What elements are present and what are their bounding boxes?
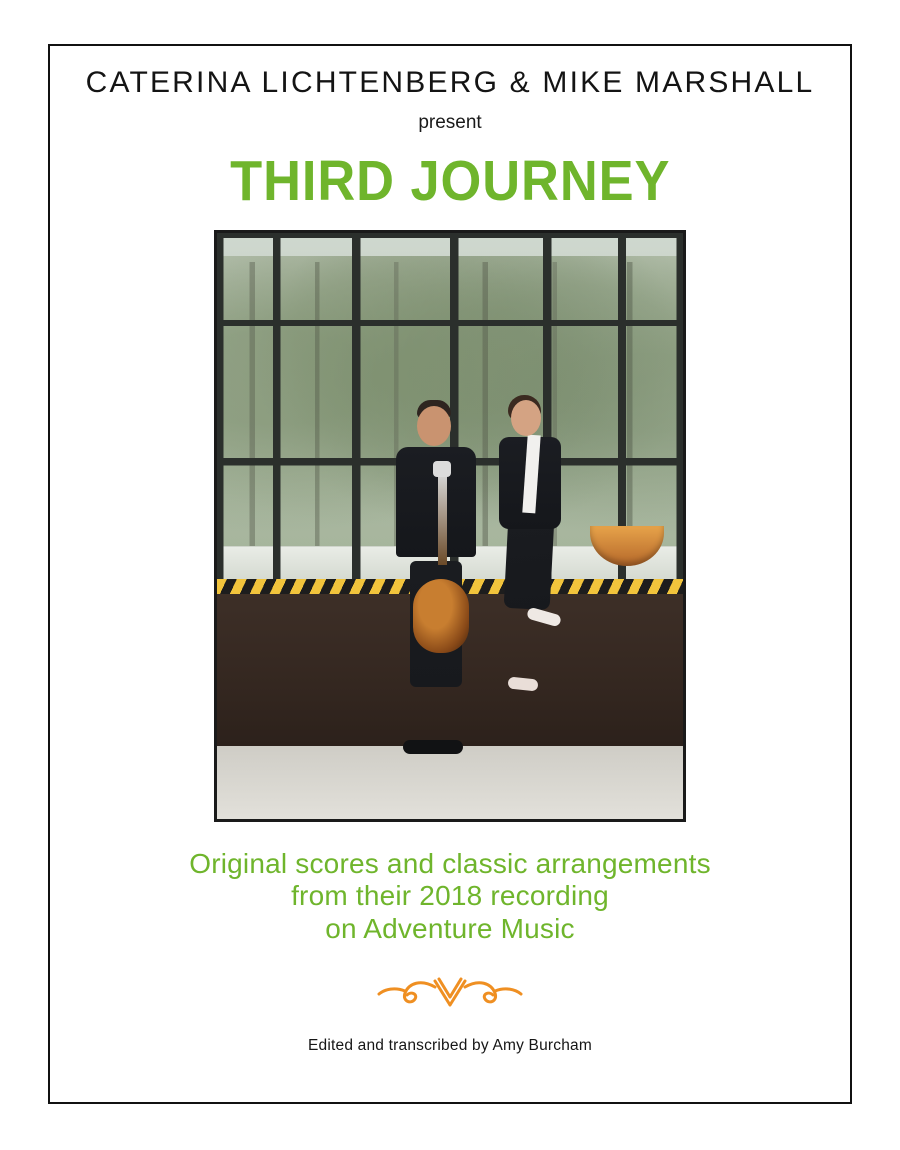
subtitle-line-1: Original scores and classic arrangements: [189, 847, 711, 879]
cover-content: [50, 46, 850, 1102]
page-title: THIRD JOURNEY: [229, 149, 671, 213]
photo-mandolin-headstock: [433, 461, 451, 477]
subtitle-line-2: from their 2018 recording: [291, 880, 609, 912]
photo-man-head: [417, 406, 451, 446]
photo-man-shoes: [403, 740, 463, 754]
subtitle-line-3: on Adventure Music: [325, 912, 575, 944]
photo-mandolin-neck: [438, 473, 447, 565]
present-label: present: [418, 112, 482, 133]
flourish-ornament-icon: [365, 967, 535, 1011]
credit-line: Edited and transcribed by Amy Burcham: [308, 1037, 592, 1055]
photo-mandolin-body: [413, 579, 469, 653]
subtitle-block: [189, 848, 711, 945]
photo-floor: [217, 746, 683, 819]
photo-woman-legs: [504, 516, 555, 610]
cover-photo: [214, 230, 686, 822]
artists-heading: CATERINA LICHTENBERG & MIKE MARSHALL: [85, 66, 815, 99]
photo-woman-head: [511, 400, 541, 436]
